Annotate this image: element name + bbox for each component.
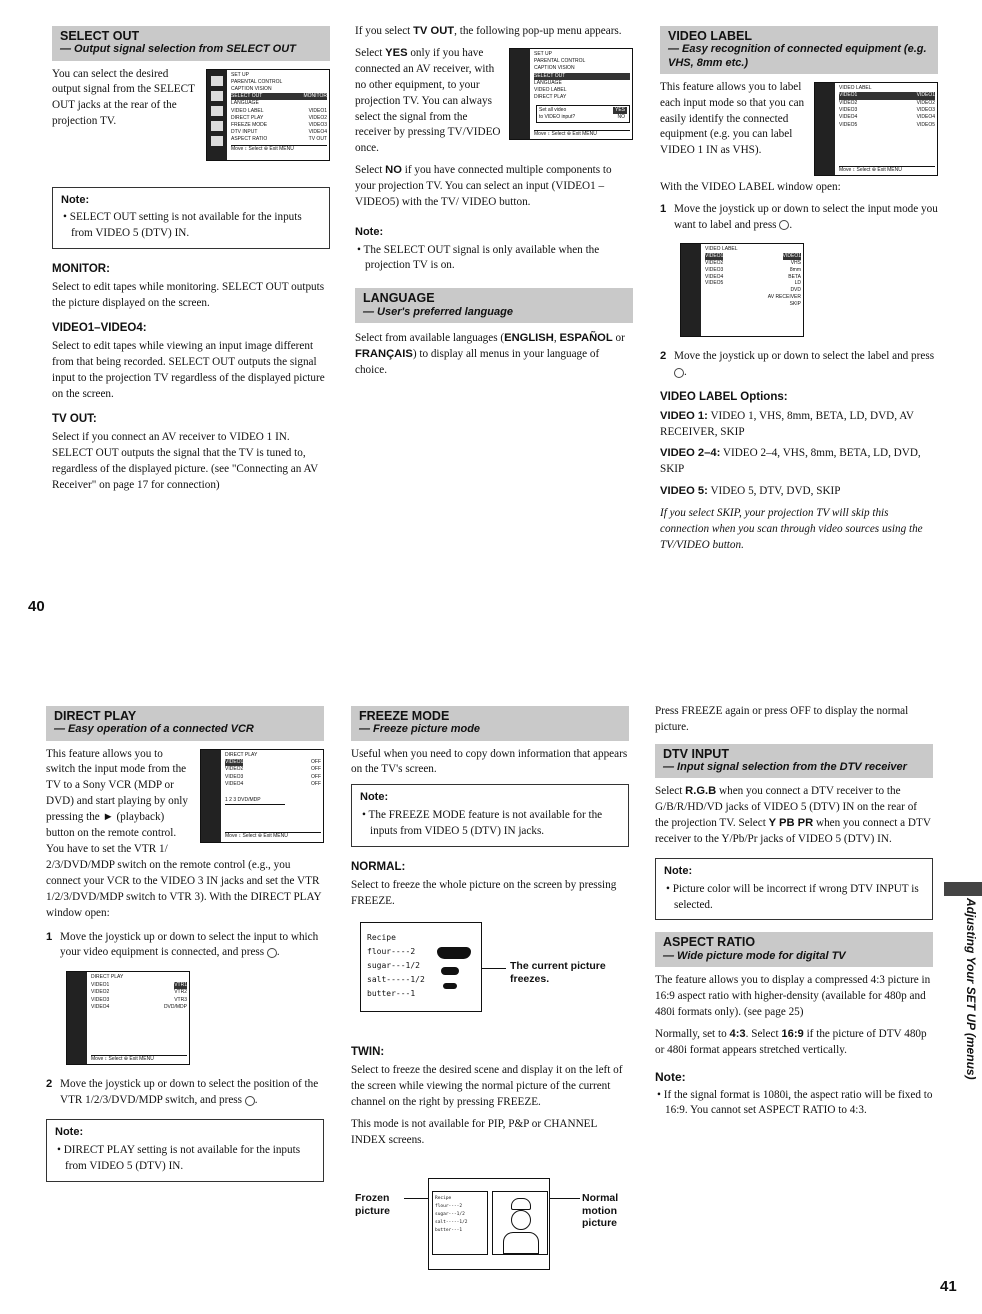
direct-play-options-screenshot	[66, 971, 190, 1065]
selectout-note	[355, 225, 633, 274]
menu-item: VIDEO3	[705, 266, 724, 273]
normal-text: Select to freeze the whole picture on the screen by pressing FREEZE.	[351, 879, 617, 908]
options-heading: VIDEO LABEL Options:	[660, 391, 788, 404]
popup-yes: YES	[614, 106, 625, 113]
menu-item: VIDEO3	[91, 996, 110, 1003]
video-label-header	[660, 26, 938, 74]
video-label-options-screenshot	[680, 243, 804, 337]
section-title: SELECT OUT	[60, 29, 140, 43]
video-label-list	[839, 85, 935, 129]
normal-picture-label: Normal motion picture	[582, 1192, 619, 1230]
menu-title: VIDEO LABEL	[839, 84, 872, 91]
chef-icon	[503, 1232, 539, 1254]
video-label-screenshot	[814, 82, 938, 176]
note-text: • Picture color will be incorrect if wrong DTV INPUT is selected.	[664, 882, 924, 914]
current-picture-label: The current picture freezes.	[510, 960, 606, 985]
tvout-popup-section	[355, 24, 633, 385]
twin-text: Select to freeze the desired scene and display it on the left of the screen while viewing the normal picture of the current channel on the right by pressing FREEZE.	[351, 1064, 623, 1109]
menu-title: DIRECT PLAY	[91, 974, 124, 981]
joystick-icon	[267, 948, 277, 958]
menu-item: DIRECT PLAY	[534, 94, 567, 101]
section-subtitle: — Output signal selection from SELECT OUT	[60, 43, 296, 56]
select-out-intro: You can select the desired output signal from the SELECT OUT jacks at the rear of the projection TV.	[52, 67, 195, 128]
menu-option: VTR2	[174, 989, 187, 996]
menu-value: TV OUT	[308, 136, 327, 143]
video-label-section	[660, 26, 938, 560]
normal-heading: NORMAL:	[351, 860, 406, 873]
menu-value: VIDEO3	[308, 121, 327, 128]
menu-item: VIDEO3	[839, 106, 858, 113]
menu-value: VIDEO4	[916, 114, 935, 121]
callout-line	[482, 968, 506, 969]
note-text: • DIRECT PLAY setting is not available for the inputs from VIDEO 5 (DTV) IN.	[55, 1143, 315, 1175]
language-text: Select from available languages (ENGLISH, ESPAÑOL or FRANÇAIS) to display all menus in your language of choice.	[355, 331, 625, 376]
menu-option: DVD	[790, 287, 801, 294]
menu-option: SKIP	[789, 300, 801, 307]
direct-play-intro: This feature allows you to switch the input mode from the TV to a Sony VCR (MDP or DVD) and start playing by only pressing the ► (playback) button on the remote control. You have to set the VTR 1/ 2/3/DVD/MDP switch on the remote control (e.g., you connect your VCR to the VIDEO 3 IN jacks and set the VTR 1/2/3/DVD/MDP switch to VTR 3). With the DIRECT PLAY window open:	[46, 747, 322, 919]
side-tab-text: Adjusting Your SET UP (menus)	[964, 898, 979, 1080]
video24-options: VIDEO 2–4: VIDEO 2–4, VHS, 8mm, BETA, LD, DVD, SKIP	[660, 447, 921, 476]
menu-value: OFF	[311, 773, 321, 780]
skip-note: If you select SKIP, your projection TV will skip this connection when you scan through video sources using the TV/VIDEO button.	[660, 507, 923, 551]
section-title: ASPECT RATIO	[663, 935, 756, 950]
video-label-step-1: 1 Move the joystick up or down to select the input mode you want to label and press .	[660, 202, 938, 231]
menu-item: VIDEO4	[705, 273, 724, 280]
joystick-icon	[779, 220, 789, 230]
dtv-aspect-column	[655, 704, 933, 1119]
twin-heading: TWIN:	[351, 1046, 385, 1058]
twin-note: This mode is not available for PIP, P&P or CHANNEL INDEX screens.	[351, 1118, 597, 1146]
popup-menu-screenshot	[509, 48, 633, 140]
menu-footer: Move ↕ Select ⊕ Exit MENU	[534, 130, 630, 138]
menu-value: VIDEO2	[916, 99, 935, 106]
menu-icon-column	[211, 76, 223, 146]
chef-icon	[511, 1198, 531, 1210]
menu-item: VIDEO LABEL	[231, 107, 264, 114]
joystick-icon	[245, 1096, 255, 1106]
section-subtitle: — Easy operation of a connected VCR	[54, 723, 254, 736]
tvout-intro: If you select TV OUT, the following pop-up menu appears.	[355, 25, 622, 37]
freeze-note	[351, 784, 629, 846]
menu-item: DTV INPUT	[231, 129, 258, 136]
popup-question: to VIDEO input?	[539, 113, 576, 120]
callout-line	[404, 1198, 428, 1199]
menu-item: LANGUAGE	[534, 79, 562, 86]
note-text: • If the signal format is 1080i, the aspect ratio will be fixed to 16:9. You cannot set ASPECT RATIO to 4:3.	[655, 1088, 933, 1120]
menu-item: VIDEO2	[225, 766, 244, 773]
menu-item: VIDEO4	[91, 1003, 110, 1010]
note-title: Note:	[355, 225, 384, 238]
menu-option: VHS	[790, 260, 801, 267]
menu-value: MONITOR	[303, 93, 327, 100]
section-title: DIRECT PLAY	[54, 709, 137, 723]
section-title: FREEZE MODE	[359, 709, 450, 723]
setup-menu-list	[231, 72, 327, 153]
video1-options: VIDEO 1: VIDEO 1, VHS, 8mm, BETA, LD, DVD, AV RECEIVER, SKIP	[660, 409, 914, 438]
direct-play-note	[46, 1119, 324, 1181]
menu-value: VIDEO3	[916, 106, 935, 113]
normal-half	[492, 1191, 548, 1255]
menu-item: VIDEO2	[839, 99, 858, 106]
freeze-recipe-figure	[360, 922, 482, 1012]
direct-play-section	[46, 706, 324, 1182]
menu-item: VIDEO1	[91, 981, 110, 988]
recipe-line: Recipe	[435, 1196, 452, 1201]
menu-value: OFF	[311, 758, 321, 765]
menu-item-selected: SELECT OUT	[231, 93, 263, 100]
menu-item: VIDEO1	[225, 758, 244, 765]
note-title: Note:	[655, 1069, 686, 1084]
note-title: Note:	[55, 1126, 84, 1139]
aspect-ratio-text: The feature allows you to display a compressed 4:3 picture in 16:9 aspect ratio with higher-density (available for 480p and 480i formats only). (see page 25)	[655, 973, 931, 1018]
popup-dialog	[536, 105, 630, 123]
freeze-mode-section	[351, 706, 629, 916]
vtr-switch-diagram: 1 2 3 DVD/MDP	[225, 797, 285, 805]
video-label-intro: This feature allows you to label each input mode so that you can easily identify the connected equipment (e.g. you can label VIDEO 1 IN as VHS).	[660, 80, 805, 157]
note-text: • SELECT OUT setting is not available for the inputs from VIDEO 5 (DTV) IN.	[61, 210, 321, 242]
note-title: Note:	[360, 791, 389, 804]
menu-footer: Move ↕ Select ⊕ Exit MENU	[91, 1055, 187, 1063]
menu-option: VTR1	[174, 981, 187, 988]
popup-menu-list	[534, 51, 630, 101]
menu-item-selected: SELECT OUT	[534, 73, 630, 80]
recipe-line: butter---1	[435, 1228, 463, 1233]
menu-option: VIDEO1	[782, 253, 801, 260]
select-out-section	[52, 26, 330, 500]
page-number-40: 40	[28, 598, 45, 615]
twin-section	[351, 1044, 629, 1155]
section-subtitle: — Input signal selection from the DTV receiver	[663, 761, 907, 774]
menu-footer: Move ↕ Select ⊕ Exit MENU	[231, 145, 327, 153]
menu-item: VIDEO1	[705, 253, 724, 260]
section-title: VIDEO LABEL	[668, 29, 753, 43]
menu-footer: Move ↕ Select ⊕ Exit MENU	[839, 166, 935, 174]
section-title: DTV INPUT	[663, 746, 729, 761]
recipe-line: flour----2	[435, 1204, 463, 1209]
freeze-mode-header	[351, 706, 629, 741]
spoon-icon	[437, 947, 471, 959]
recipe-line: butter---1	[367, 989, 416, 998]
direct-play-step-2: 2 Move the joystick up or down to select the position of the VTR 1/2/3/DVD/MDP switch, and press .	[46, 1078, 319, 1107]
frozen-picture-label: Frozen picture	[355, 1192, 391, 1217]
menu-item: VIDEO4	[839, 114, 858, 121]
menu-value: OFF	[311, 781, 321, 788]
menu-option: BETA	[788, 273, 801, 280]
section-subtitle: — User's preferred language	[363, 305, 513, 318]
select-out-header	[52, 26, 330, 61]
aspect-ratio-note	[655, 1069, 933, 1120]
menu-title: DIRECT PLAY	[225, 751, 258, 758]
menu-title: SET UP	[534, 50, 552, 57]
frozen-half	[432, 1191, 488, 1255]
spoon-icon	[441, 967, 459, 975]
note-text: • The SELECT OUT signal is only available when the projection TV is on.	[355, 243, 633, 275]
dtv-input-text: Select R.G.B when you connect a DTV receiver to the G/B/R/HD/VD jacks of VIDEO 5 (DTV) IN on the rear of the projection TV. Select Y PB PR when you connect a DTV receiver to the Y/Pb/Pr jacks of VIDEO 5 (DTV) IN.	[655, 785, 931, 846]
monitor-heading: MONITOR:	[52, 262, 110, 275]
video-label-step-2: 2 Move the joystick up or down to select the label and press .	[660, 350, 935, 379]
popup-question: Set all video	[539, 106, 567, 113]
freeze-intro: Useful when you need to copy down information that appears on the TV's screen.	[351, 747, 628, 776]
yes-text: Select YES only if you have connected an AV receiver, with no other equipment, to your projection TV. You can always select the signal from the receiver by pressing TV/VIDEO once.	[355, 46, 501, 155]
menu-item: CAPTION VISION	[231, 85, 272, 92]
recipe-line: sugar---1/2	[435, 1212, 465, 1217]
page-number-41: 41	[940, 1278, 957, 1295]
menu-item: PARENTAL CONTROL	[231, 78, 283, 85]
aspect-ratio-normal: Normally, set to 4:3. Select 16:9 if the picture of DTV 480p or 480i format appears stretched vertically.	[655, 1027, 927, 1056]
menu-option: DVD/MDP	[163, 1003, 187, 1010]
section-subtitle: — Freeze picture mode	[359, 723, 481, 736]
dtv-input-header	[655, 744, 933, 779]
press-freeze-text: Press FREEZE again or press OFF to display the normal picture.	[655, 705, 909, 733]
tvout-text: Select if you connect an AV receiver to VIDEO 1 IN. SELECT OUT outputs the signal that the TV is tuned to, regardless of the displayed picture. (see "Connecting an AV Receiver" on page 17 for connection)	[52, 431, 319, 492]
section-title: LANGUAGE	[363, 291, 435, 306]
recipe-line: sugar---1/2	[367, 961, 420, 970]
menu-option: LD	[794, 280, 801, 287]
menu-item: VIDEO LABEL	[534, 86, 567, 93]
recipe-line: flour----2	[367, 947, 416, 956]
recipe-line: Recipe	[367, 933, 396, 942]
menu-option: VTR3	[174, 996, 187, 1003]
note-title: Note:	[61, 193, 90, 206]
menu-item: CAPTION VISION	[534, 65, 575, 72]
menu-title: VIDEO LABEL	[705, 246, 738, 253]
menu-item: PARENTAL CONTROL	[534, 58, 586, 65]
dtv-note	[655, 858, 933, 920]
menu-option: AV RECEIVER	[767, 294, 801, 301]
chef-icon	[511, 1210, 531, 1230]
side-tab-marker	[944, 882, 982, 896]
video-label-with: With the VIDEO LABEL window open:	[660, 180, 841, 193]
menu-value: VIDEO1	[308, 107, 327, 114]
setup-menu-screenshot	[206, 69, 330, 161]
menu-item: VIDEO5	[705, 280, 724, 287]
menu-item: LANGUAGE	[231, 100, 259, 107]
menu-option: 8mm	[789, 266, 801, 273]
direct-play-screenshot	[200, 749, 324, 843]
menu-value: VIDEO4	[308, 129, 327, 136]
recipe-line: salt-----1/2	[367, 975, 425, 984]
callout-line	[550, 1198, 580, 1199]
menu-value: VIDEO2	[308, 114, 327, 121]
select-out-note	[52, 187, 330, 249]
menu-item: VIDEO5	[839, 121, 858, 128]
section-subtitle: — Easy recognition of connected equipment (e.g. VHS, 8mm etc.)	[668, 43, 927, 69]
menu-item: VIDEO4	[225, 781, 244, 788]
menu-value: OFF	[311, 766, 321, 773]
menu-item: VIDEO1	[839, 92, 858, 99]
direct-play-step-1: 1 Move the joystick up or down to select the input to which your video equipment is connected, and press .	[46, 930, 319, 959]
video5-options: VIDEO 5: VIDEO 5, DTV, DVD, SKIP	[660, 485, 841, 498]
no-text: Select NO if you have connected multiple components to your projection TV. You can select an input (VIDEO1 – VIDEO5) with the TV/ VIDEO button.	[355, 164, 612, 209]
menu-item: VIDEO3	[225, 773, 244, 780]
menu-title: SET UP	[231, 71, 249, 78]
language-header	[355, 288, 633, 323]
menu-item: VIDEO2	[705, 260, 724, 267]
note-title: Note:	[664, 865, 693, 877]
note-text: • The FREEZE MODE feature is not available for the inputs from VIDEO 5 (DTV) IN jacks.	[360, 808, 620, 840]
recipe-line: salt-----1/2	[435, 1220, 468, 1225]
joystick-icon	[674, 368, 684, 378]
menu-value: VIDEO1	[916, 92, 935, 99]
direct-play-header	[46, 706, 324, 741]
popup-no: NO	[617, 113, 625, 120]
video-text: Select to edit tapes while viewing an input image different from that being recorded. SELECT OUT outputs the signal input to the projection TV regardless of the displayed picture on the screen.	[52, 340, 325, 401]
menu-value: VIDEO5	[916, 121, 935, 128]
menu-item: DIRECT PLAY	[231, 114, 264, 121]
menu-item: FREEZE MODE	[231, 121, 268, 128]
tvout-heading: TV OUT:	[52, 413, 97, 426]
monitor-text: Select to edit tapes while monitoring. SELECT OUT outputs the picture displayed on the screen.	[52, 281, 325, 310]
menu-item: ASPECT RATIO	[231, 136, 268, 143]
video-heading: VIDEO1–VIDEO4:	[52, 322, 147, 335]
spoon-icon	[443, 983, 457, 989]
twin-picture-figure	[428, 1178, 550, 1270]
menu-item: VIDEO2	[91, 989, 110, 996]
aspect-ratio-header	[655, 932, 933, 967]
menu-footer: Move ↕ Select ⊕ Exit MENU	[225, 832, 321, 840]
section-subtitle: — Wide picture mode for digital TV	[663, 949, 846, 962]
